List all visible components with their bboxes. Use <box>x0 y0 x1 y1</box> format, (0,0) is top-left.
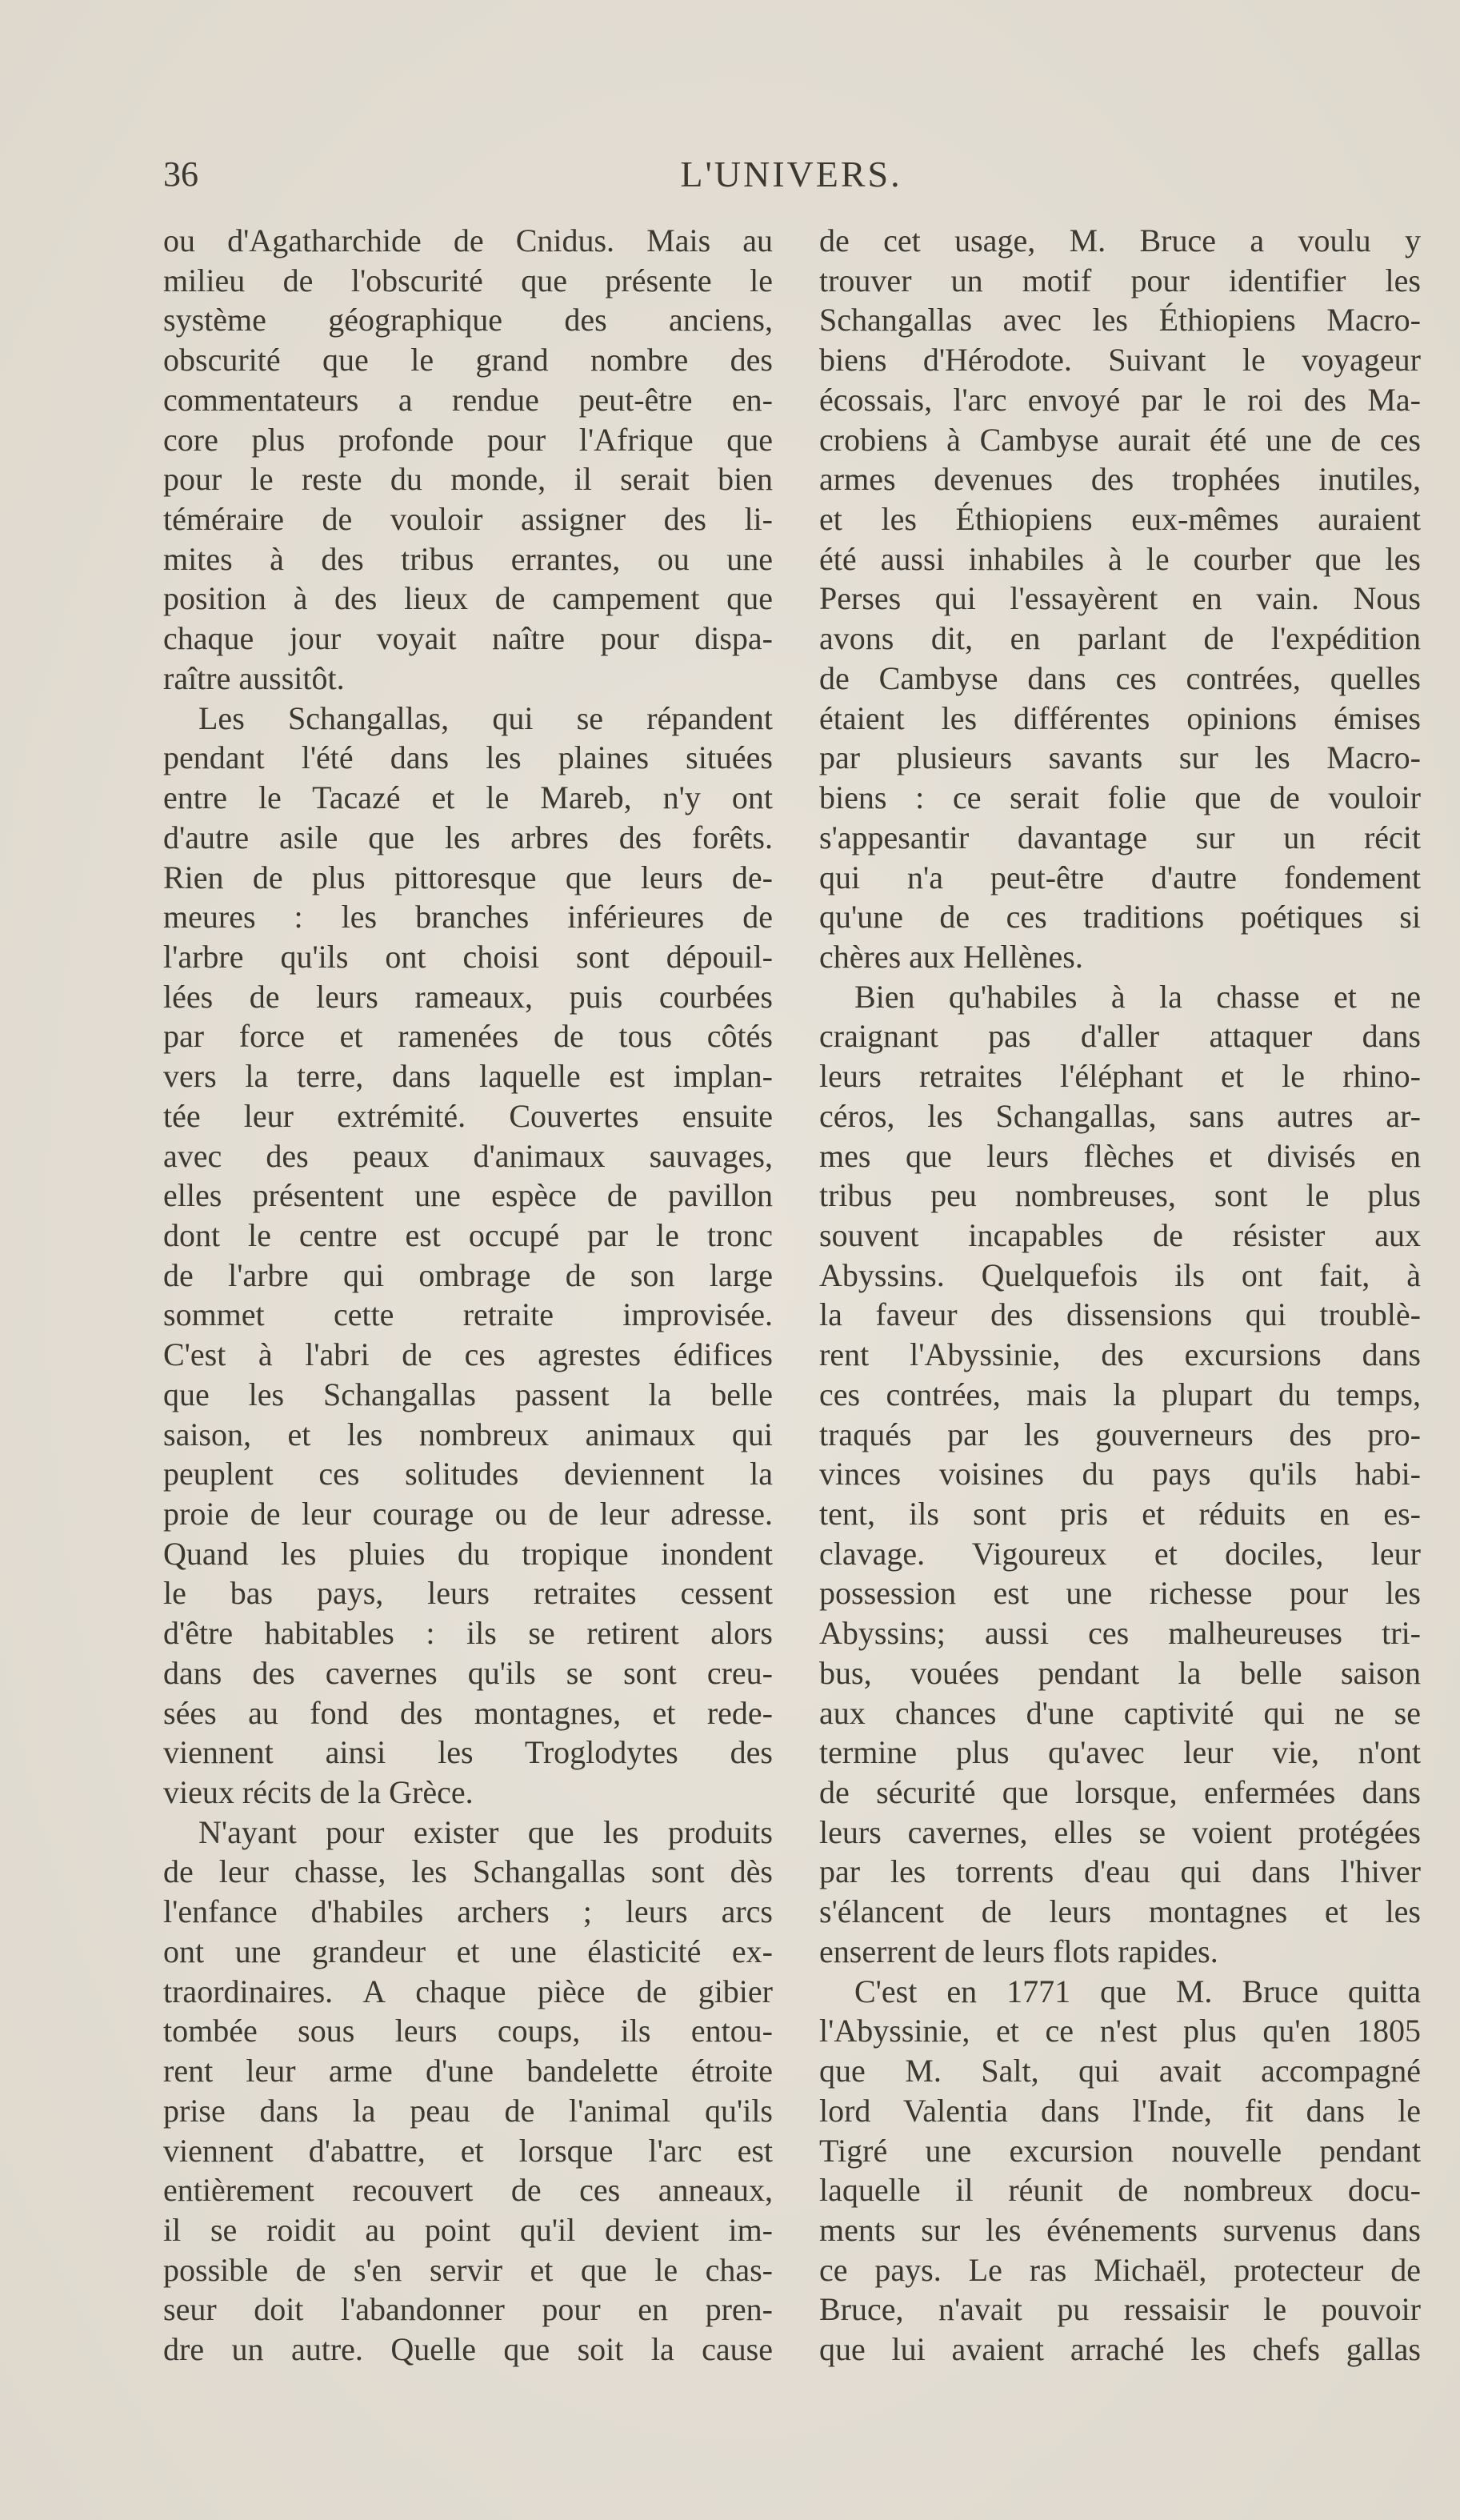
paragraph <box>819 1972 1421 2370</box>
text-line: par les torrents d'eau qui dans l'hiver <box>819 1853 1421 1890</box>
text-line: dans des cavernes qu'ils se sont creu- <box>163 1654 773 1691</box>
text-line: chères aux Hellènes. <box>819 938 1083 975</box>
text-line: mites à des tribus errantes, ou une <box>163 540 773 577</box>
text-line: s'appesantir davantage sur un récit <box>819 819 1421 855</box>
paragraph <box>819 977 1421 1972</box>
text-line: traqués par les gouverneurs des pro- <box>819 1416 1421 1452</box>
text-line: Bruce, n'avait pu ressaisir le pouvoir <box>819 2291 1421 2328</box>
text-line: seur doit l'abandonner pour en pren- <box>163 2291 773 2328</box>
text-line: tombée sous leurs coups, ils entou- <box>163 2013 773 2049</box>
page-number: 36 <box>163 154 198 194</box>
text-line: par plusieurs savants sur les Macro- <box>819 739 1421 776</box>
text-column-right <box>819 221 1421 2370</box>
text-line: craignant pas d'aller attaquer dans <box>819 1018 1421 1055</box>
text-line: milieu de l'obscurité que présente le <box>163 262 773 298</box>
text-line: dre un autre. Quelle que soit la cause <box>163 2331 773 2368</box>
text-line: de leur chasse, les Schangallas sont dès <box>163 1853 773 1890</box>
text-line: Quand les pluies du tropique inondent <box>163 1535 773 1572</box>
text-line: Abyssins; aussi ces malheureuses tri- <box>819 1615 1421 1652</box>
text-line: viennent d'abattre, et lorsque l'arc est <box>163 2132 773 2169</box>
text-line: biens d'Hérodote. Suivant le voyageur <box>819 342 1421 379</box>
text-line: prise dans la peau de l'animal qu'ils <box>163 2092 773 2129</box>
text-line: l'arbre qu'ils ont choisi sont dépouil- <box>163 938 773 975</box>
text-line: C'est à l'abri de ces agrestes édifices <box>163 1336 773 1373</box>
text-line: lord Valentia dans l'Inde, fit dans le <box>819 2092 1421 2129</box>
text-line: position à des lieux de campement que <box>163 580 773 617</box>
text-line: le bas pays, leurs retraites cessent <box>163 1575 773 1612</box>
text-line: s'élancent de leurs montagnes et les <box>819 1893 1421 1930</box>
text-line: avec des peaux d'animaux sauvages, <box>163 1137 773 1174</box>
text-line: que lui avaient arraché les chefs gallas <box>819 2331 1421 2368</box>
text-line: enserrent de leurs flots rapides. <box>819 1933 1218 1969</box>
text-line: qui n'a peut-être d'autre fondement <box>819 859 1421 895</box>
text-line: possible de s'en servir et que le chas- <box>163 2251 773 2288</box>
text-line: de Cambyse dans ces contrées, quelles <box>819 659 1421 696</box>
text-line: qu'une de ces traditions poétiques si <box>819 899 1421 935</box>
text-line: Abyssins. Quelquefois ils ont fait, à <box>819 1256 1421 1293</box>
text-line: laquelle il réunit de nombreux docu- <box>819 2172 1421 2209</box>
text-line: que M. Salt, qui avait accompagné <box>819 2053 1421 2089</box>
text-line: C'est en 1771 que M. Bruce quitta <box>854 1973 1421 2009</box>
text-line: d'être habitables : ils se retirent alors <box>163 1615 773 1652</box>
text-line: trouver un motif pour identifier les <box>819 262 1421 298</box>
text-line: sommet cette retraite improvisée. <box>163 1296 773 1333</box>
text-line: Tigré une excursion nouvelle pendant <box>819 2132 1421 2169</box>
text-line: ce pays. Le ras Michaël, protecteur de <box>819 2251 1421 2288</box>
text-line: vieux récits de la Grèce. <box>163 1774 474 1811</box>
text-line: étaient les différentes opinions émises <box>819 699 1421 736</box>
paragraph <box>163 699 773 1813</box>
text-line: termine plus qu'avec leur vie, n'ont <box>819 1734 1421 1771</box>
text-line: possession est une richesse pour les <box>819 1575 1421 1612</box>
text-line: elles présentent une espèce de pavillon <box>163 1177 773 1214</box>
text-line: ont une grandeur et une élasticité ex- <box>163 1933 773 1969</box>
text-line: ces contrées, mais la plupart du temps, <box>819 1376 1421 1412</box>
text-line: rent l'Abyssinie, des excursions dans <box>819 1336 1421 1373</box>
text-line: de l'arbre qui ombrage de son large <box>163 1256 773 1293</box>
text-line: l'Abyssinie, et ce n'est plus qu'en 1805 <box>819 2013 1421 2049</box>
text-line: et les Éthiopiens eux-mêmes auraient <box>819 501 1421 538</box>
text-line: biens : ce serait folie que de vouloir <box>819 779 1421 816</box>
text-line: tée leur extrémité. Couvertes ensuite <box>163 1097 773 1134</box>
text-line: par force et ramenées de tous côtés <box>163 1018 773 1055</box>
text-line: tent, ils sont pris et réduits en es- <box>819 1496 1421 1532</box>
text-column-left <box>163 221 773 2370</box>
text-line: ou d'Agatharchide de Cnidus. Mais au <box>163 222 773 258</box>
text-line: de cet usage, M. Bruce a voulu y <box>819 222 1421 258</box>
text-line: obscurité que le grand nombre des <box>163 342 773 379</box>
text-line: que les Schangallas passent la belle <box>163 1376 773 1412</box>
text-line: avons dit, en parlant de l'expédition <box>819 620 1421 657</box>
text-line: pendant l'été dans les plaines situées <box>163 739 773 776</box>
text-line: proie de leur courage ou de leur adresse. <box>163 1496 773 1532</box>
text-line: tribus peu nombreuses, sont le plus <box>819 1177 1421 1214</box>
text-line: chaque jour voyait naître pour dispa- <box>163 620 773 657</box>
text-line: bus, vouées pendant la belle saison <box>819 1654 1421 1691</box>
text-line: Les Schangallas, qui se répandent <box>198 699 773 736</box>
text-line: mes que leurs flèches et divisés en <box>819 1137 1421 1174</box>
text-line: été aussi inhabiles à le courber que les <box>819 540 1421 577</box>
text-line: meures : les branches inférieures de <box>163 899 773 935</box>
text-line: armes devenues des trophées inutiles, <box>819 461 1421 498</box>
text-line: ments sur les événements survenus dans <box>819 2211 1421 2248</box>
text-line: saison, et les nombreux animaux qui <box>163 1416 773 1452</box>
running-title: L'UNIVERS. <box>680 154 902 194</box>
text-line: crobiens à Cambyse aurait été une de ces <box>819 421 1421 458</box>
text-line: aux chances d'une captivité qui ne se <box>819 1694 1421 1731</box>
text-line: pour le reste du monde, il serait bien <box>163 461 773 498</box>
text-line: rent leur arme d'une bandelette étroite <box>163 2053 773 2089</box>
text-line: clavage. Vigoureux et dociles, leur <box>819 1535 1421 1572</box>
text-line: céros, les Schangallas, sans autres ar- <box>819 1097 1421 1134</box>
text-line: core plus profonde pour l'Afrique que <box>163 421 773 458</box>
text-line: leurs retraites l'éléphant et le rhino- <box>819 1058 1421 1095</box>
paragraph <box>819 221 1421 977</box>
text-line: d'autre asile que les arbres des forêts. <box>163 819 773 855</box>
text-line: vers la terre, dans laquelle est implan- <box>163 1058 773 1095</box>
text-line: Bien qu'habiles à la chasse et ne <box>854 978 1421 1015</box>
text-line: viennent ainsi les Troglodytes des <box>163 1734 773 1771</box>
text-line: Perses qui l'essayèrent en vain. Nous <box>819 580 1421 617</box>
text-line: la faveur des dissensions qui troublè- <box>819 1296 1421 1333</box>
running-head <box>163 150 1419 198</box>
text-line: leurs cavernes, elles se voient protégées <box>819 1813 1421 1850</box>
text-line: entre le Tacazé et le Mareb, n'y ont <box>163 779 773 816</box>
paragraph <box>163 1813 773 2370</box>
text-line: entièrement recouvert de ces anneaux, <box>163 2172 773 2209</box>
text-line: Schangallas avec les Éthiopiens Macro- <box>819 302 1421 339</box>
text-line: lées de leurs rameaux, puis courbées <box>163 978 773 1015</box>
text-line: Rien de plus pittoresque que leurs de- <box>163 859 773 895</box>
text-line: dont le centre est occupé par le tronc <box>163 1216 773 1253</box>
text-line: il se roidit au point qu'il devient im- <box>163 2211 773 2248</box>
paragraph <box>163 221 773 699</box>
text-line: raître aussitôt. <box>163 659 345 696</box>
text-line: souvent incapables de résister aux <box>819 1216 1421 1253</box>
text-line: N'ayant pour exister que les produits <box>198 1813 773 1850</box>
text-line: traordinaires. A chaque pièce de gibier <box>163 1973 773 2009</box>
text-line: système géographique des anciens, <box>163 302 773 339</box>
text-line: peuplent ces solitudes deviennent la <box>163 1456 773 1492</box>
text-line: de sécurité que lorsque, enfermées dans <box>819 1774 1421 1811</box>
text-line: commentateurs a rendue peut-être en- <box>163 381 773 418</box>
text-line: sées au fond des montagnes, et rede- <box>163 1694 773 1731</box>
text-line: écossais, l'arc envoyé par le roi des Ma- <box>819 381 1421 418</box>
text-line: téméraire de vouloir assigner des li- <box>163 501 773 538</box>
text-line: l'enfance d'habiles archers ; leurs arcs <box>163 1893 773 1930</box>
text-line: vinces voisines du pays qu'ils habi- <box>819 1456 1421 1492</box>
